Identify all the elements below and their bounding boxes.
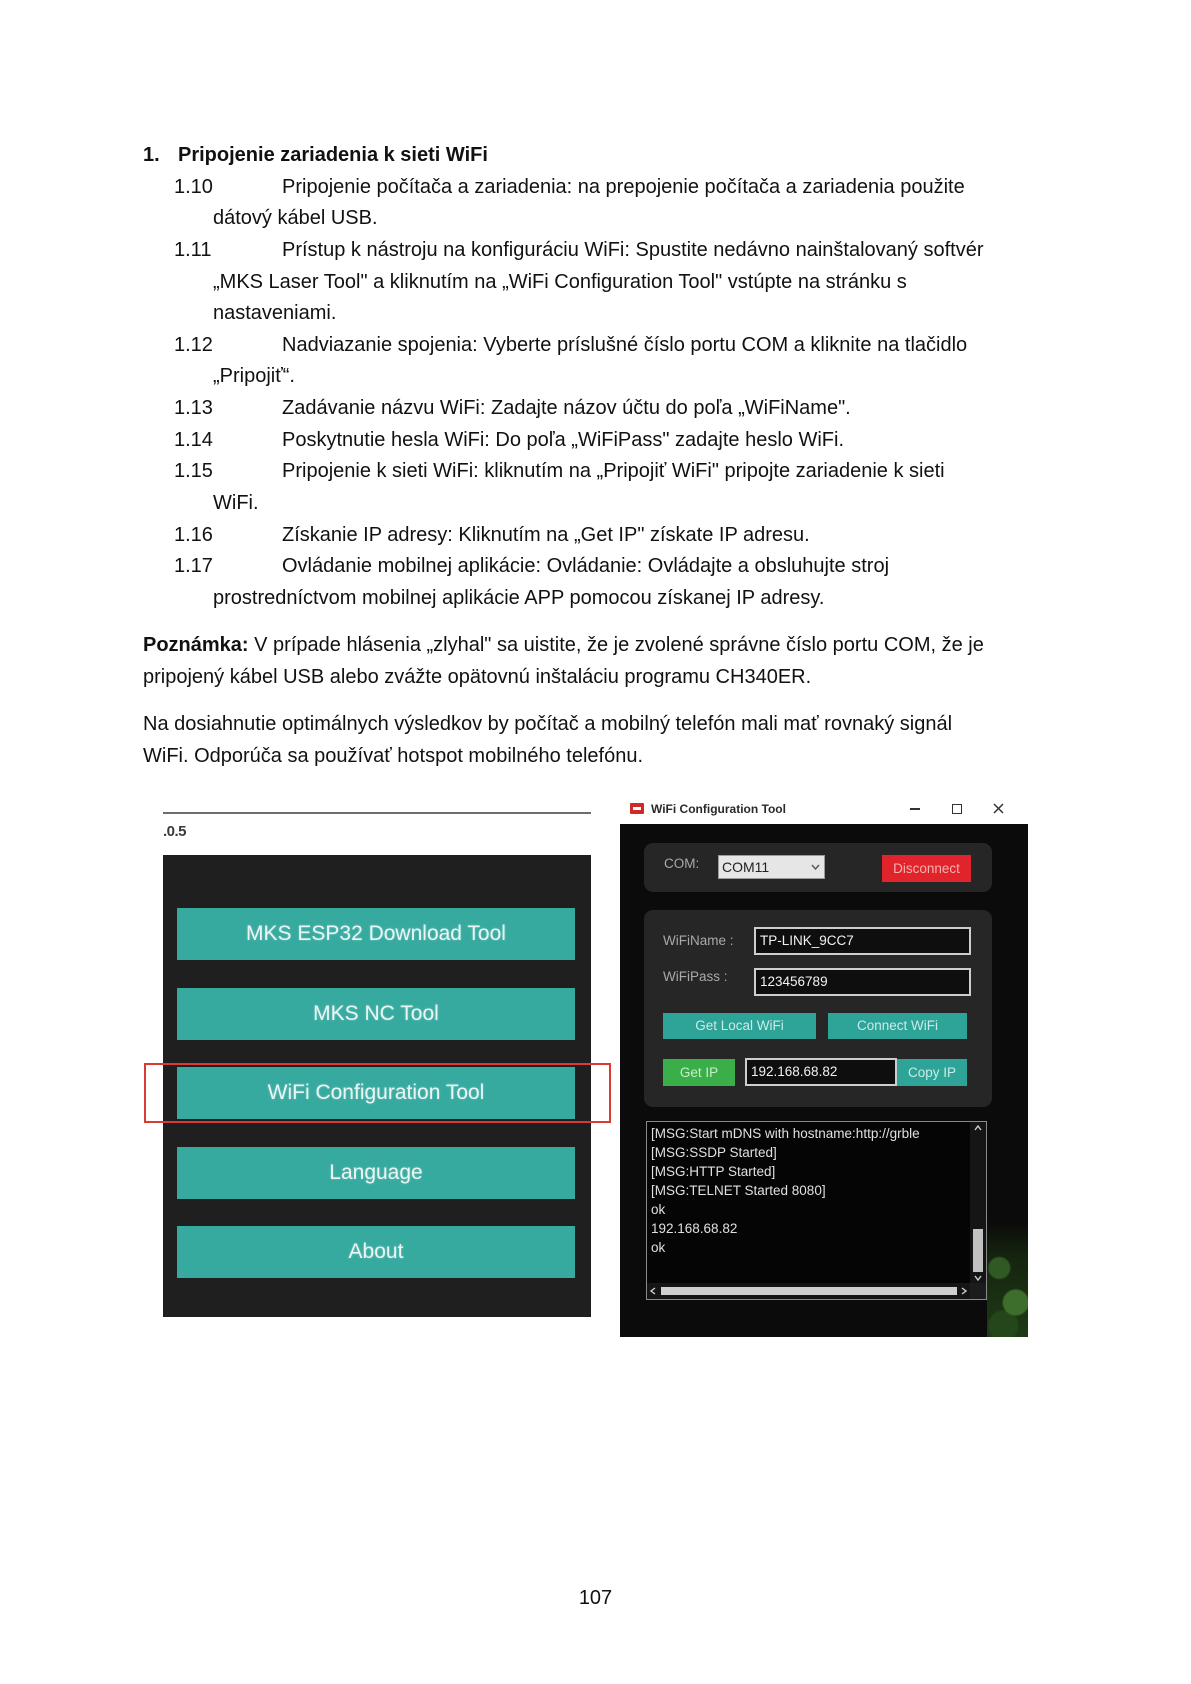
step-1-11 (0, 235, 1191, 330)
step-first-line (0, 330, 1191, 362)
step-text-continued: WiFi. (213, 492, 259, 515)
log-line: 192.168.68.82 (651, 1221, 738, 1236)
log-line: [MSG:SSDP Started] (651, 1145, 777, 1160)
step-text-continued: dátový kábel USB. (213, 207, 378, 230)
window-border-line (163, 812, 591, 814)
step-1-12 (0, 330, 1191, 393)
note-line: pripojený kábel USB alebo zvážte opätovnú inštaláciu programu CH340ER. (143, 665, 812, 688)
chevron-down-icon (811, 864, 820, 870)
step-text-continued: nastaveniami. (213, 302, 337, 325)
com-port-value: COM11 (722, 859, 770, 875)
app-logo-icon (630, 803, 644, 814)
step-number: 1.11 (174, 238, 212, 261)
note-paragraph (0, 630, 1191, 693)
section-heading (0, 140, 1191, 172)
step-number: 1.12 (174, 333, 213, 356)
step-text: Poskytnutie hesla WiFi: Do poľa „WiFiPass" zadajte heslo WiFi. (282, 428, 845, 451)
minimize-icon[interactable] (904, 794, 926, 824)
step-first-line (0, 172, 1191, 204)
about-button[interactable]: About (177, 1226, 575, 1278)
step-number: 1.13 (174, 397, 213, 420)
log-lines (651, 1124, 969, 1257)
com-label: COM: (664, 856, 700, 871)
page-number: 107 (578, 1587, 613, 1609)
step-first-line (0, 520, 1191, 552)
step-number: 1.15 (174, 460, 213, 483)
highlight-frame (144, 1063, 611, 1123)
step-text-continued: prostredníctvom mobilnej aplikácie APP pomocou získanej IP adresy. (213, 586, 825, 609)
scroll-right-icon[interactable] (961, 1287, 967, 1295)
step-number: 1.14 (174, 428, 213, 451)
log-output[interactable] (646, 1121, 987, 1300)
close-icon[interactable] (988, 794, 1010, 824)
step-text: Pripojenie k sieti WiFi: kliknutím na „Pripojiť WiFi" pripojte zariadenie k sieti (282, 460, 945, 483)
wifi-name-label: WiFiName : (663, 933, 734, 948)
language-button[interactable]: Language (177, 1147, 575, 1199)
wifi-configuration-tool-window (620, 794, 1028, 1337)
step-text: Pripojenie počítača a zariadenia: na prepojenie počítača a zariadenia použite (282, 175, 965, 198)
copy-ip-button[interactable]: Copy IP (897, 1059, 967, 1086)
com-port-panel (644, 843, 992, 892)
wifi-name-input[interactable]: TP-LINK_9CC7 (754, 927, 971, 955)
step-text: Nadviazanie spojenia: Vyberte príslušné číslo portu COM a kliknite na tlačidlo (282, 333, 968, 356)
disconnect-button[interactable]: Disconnect (882, 855, 971, 882)
get-ip-button[interactable]: Get IP (663, 1059, 735, 1086)
nc-tool-button[interactable]: MKS NC Tool (177, 988, 575, 1040)
wifi-configuration-tool-button[interactable]: WiFi Configuration Tool (177, 1067, 575, 1119)
section-title: Pripojenie zariadenia k sieti WiFi (178, 144, 488, 166)
note-text: V prípade hlásenia „zlyhal" sa uistite, že je zvolené správne číslo portu COM, že je (254, 634, 984, 657)
document-body (0, 140, 1191, 772)
note-line (0, 630, 1191, 662)
step-1-10 (0, 172, 1191, 235)
step-first-line (0, 425, 1191, 457)
wifi-pass-label: WiFiPass : (663, 969, 728, 984)
step-text-continued: „Pripojiť“. (213, 365, 295, 388)
step-number: 1.10 (174, 175, 213, 198)
horizontal-scrollbar[interactable] (647, 1283, 970, 1299)
log-line: [MSG:Start mDNS with hostname:http://grble (651, 1126, 920, 1141)
ip-address-field[interactable]: 192.168.68.82 (745, 1058, 897, 1086)
step-1-16 (0, 520, 1191, 552)
scroll-down-icon[interactable] (974, 1275, 982, 1281)
wifi-pass-input[interactable]: 123456789 (754, 968, 971, 996)
vertical-scroll-thumb[interactable] (973, 1229, 983, 1272)
step-1-15 (0, 456, 1191, 519)
maximize-icon[interactable] (946, 794, 968, 824)
step-text: Získanie IP adresy: Kliknutím na „Get IP" získate IP adresu. (282, 523, 810, 546)
desktop-wallpaper-fragment (987, 1222, 1028, 1337)
tip-line: Na dosiahnutie optimálnych výsledkov by počítač a mobilný telefón mali mať rovnaký signál (143, 712, 953, 735)
step-text: Zadávanie názvu WiFi: Zadajte názov účtu do poľa „WiFiName". (282, 397, 851, 420)
note-label: Poznámka: (143, 634, 249, 657)
step-1-17 (0, 551, 1191, 614)
connect-wifi-button[interactable]: Connect WiFi (828, 1013, 967, 1039)
title-bar (620, 794, 1028, 824)
tip-line: WiFi. Odporúča sa používať hotspot mobilného telefónu. (143, 744, 643, 767)
section-number: 1. (143, 144, 160, 166)
log-line: ok (651, 1240, 666, 1255)
window-title-fragment: .0.5 (163, 823, 187, 840)
com-port-select[interactable] (718, 855, 825, 879)
scroll-left-icon[interactable] (650, 1287, 656, 1295)
step-1-14 (0, 425, 1191, 457)
step-text-continued: „MKS Laser Tool" a kliknutím na „WiFi Configuration Tool" vstúpte na stránku s (213, 270, 907, 293)
step-number: 1.16 (174, 523, 213, 546)
step-text: Ovládanie mobilnej aplikácie: Ovládanie: Ovládajte a obsluhujte stroj (282, 555, 890, 578)
step-first-line (0, 456, 1191, 488)
scrollbar-corner (970, 1283, 986, 1299)
vertical-scrollbar[interactable] (970, 1122, 986, 1284)
wifi-panel (644, 910, 992, 1107)
step-1-13 (0, 393, 1191, 425)
scroll-up-icon[interactable] (974, 1125, 982, 1131)
step-text: Prístup k nástroju na konfiguráciu WiFi: Spustite nedávno nainštalovaný softvér (282, 238, 984, 261)
log-line: [MSG:HTTP Started] (651, 1164, 776, 1179)
step-first-line (0, 235, 1191, 267)
log-line: ok (651, 1202, 666, 1217)
esp32-download-tool-button[interactable]: MKS ESP32 Download Tool (177, 908, 575, 960)
window-title: WiFi Configuration Tool (651, 802, 786, 816)
log-line: [MSG:TELNET Started 8080] (651, 1183, 826, 1198)
horizontal-scroll-thumb[interactable] (661, 1287, 957, 1295)
get-local-wifi-button[interactable]: Get Local WiFi (663, 1013, 816, 1039)
step-first-line (0, 393, 1191, 425)
step-number: 1.17 (174, 555, 213, 578)
step-first-line (0, 551, 1191, 583)
tip-paragraph (0, 709, 1191, 772)
